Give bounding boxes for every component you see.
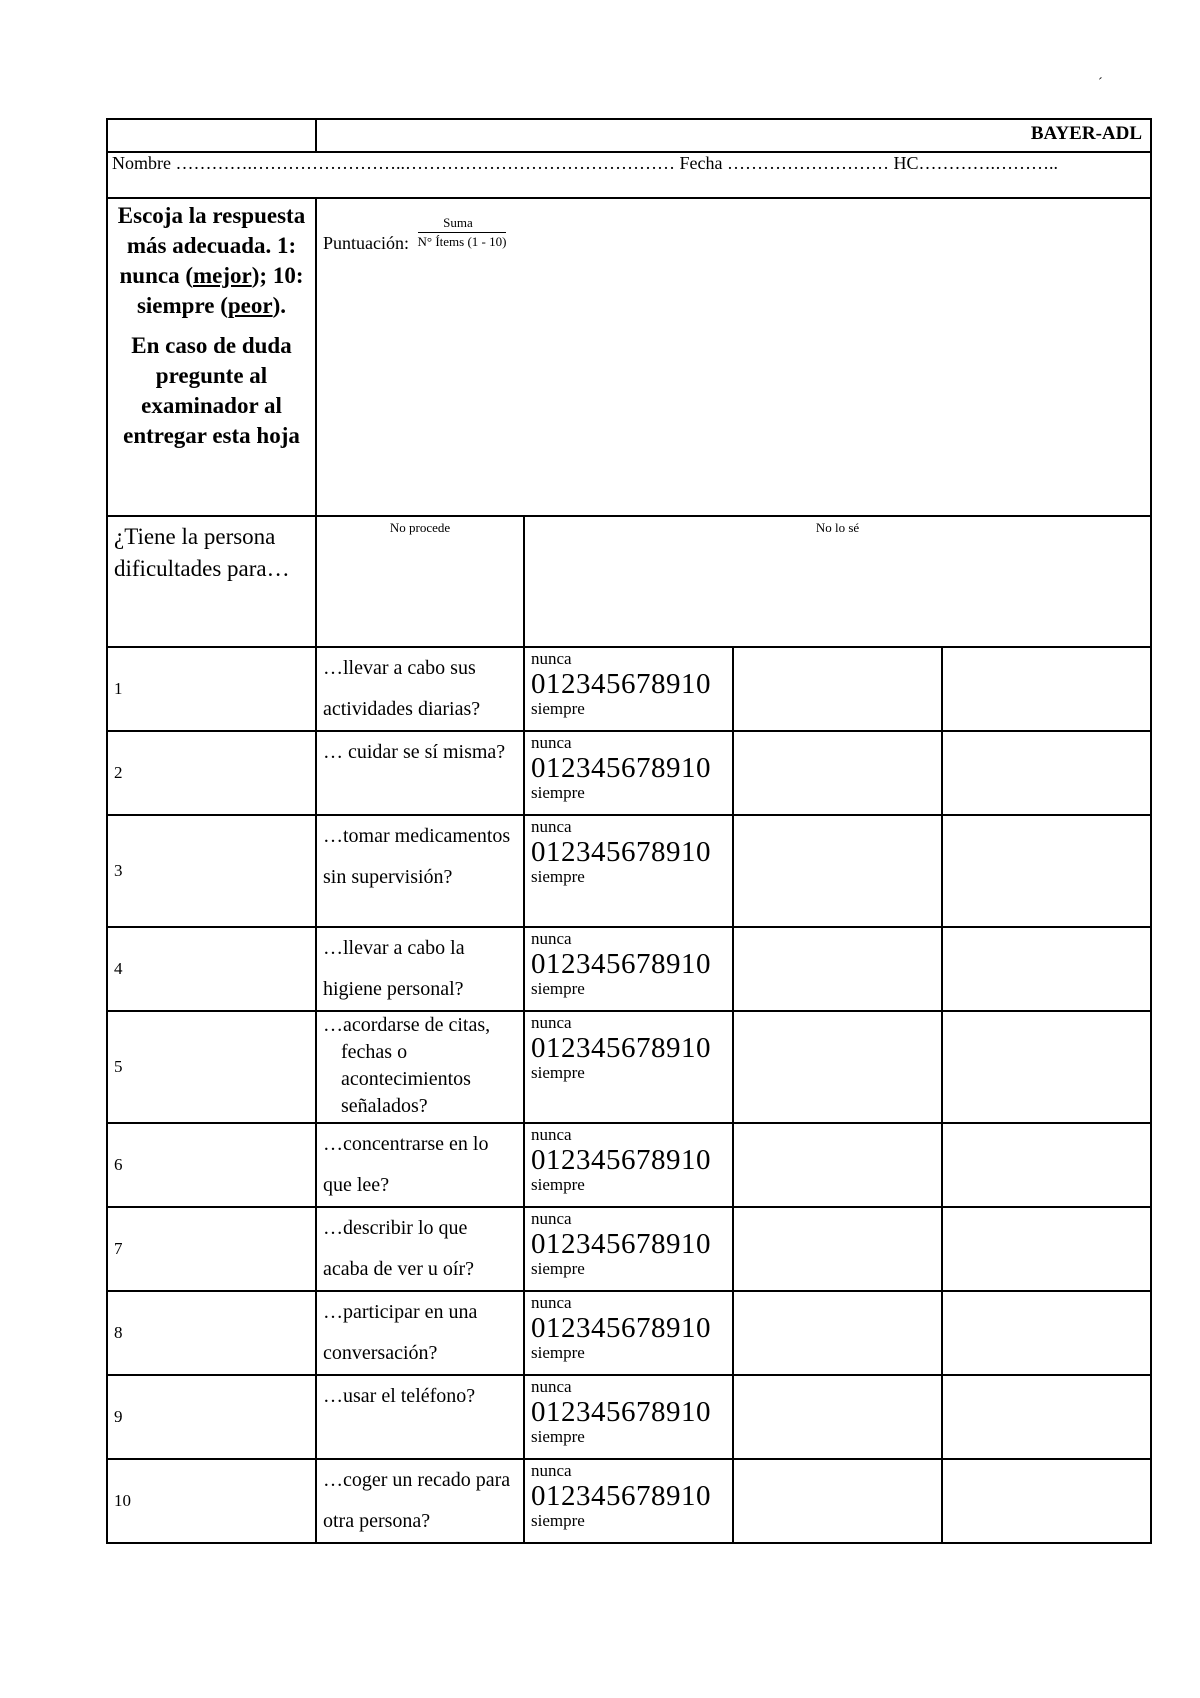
- scale-high-label: siempre: [531, 1511, 585, 1530]
- item-question: …llevar a cabo la higiene personal?: [316, 927, 524, 1011]
- scale-digits[interactable]: 012345678910: [531, 1228, 711, 1260]
- no-procede-header: No procede: [316, 516, 524, 647]
- item-question: … cuidar se sí misma?: [316, 731, 524, 815]
- no-lo-se-box[interactable]: [942, 1459, 1151, 1543]
- instructions-doubt: En caso de duda pregunte al examinador al entregar esta hoja: [123, 333, 300, 448]
- scale-high-label: siempre: [531, 1175, 585, 1194]
- item-number: 5: [107, 1011, 316, 1123]
- item-number: 8: [107, 1291, 316, 1375]
- scale-digits[interactable]: 012345678910: [531, 1144, 711, 1176]
- no-procede-box[interactable]: [733, 927, 942, 1011]
- worse-label: peor: [227, 293, 273, 318]
- rating-scale[interactable]: [524, 1291, 733, 1375]
- item-row-6: [107, 1123, 1151, 1207]
- item-number: 7: [107, 1207, 316, 1291]
- scale-low-label: nunca: [531, 817, 572, 836]
- no-lo-se-box[interactable]: [942, 1291, 1151, 1375]
- patient-fields-row: [107, 152, 1151, 198]
- no-lo-se-box[interactable]: [942, 647, 1151, 731]
- no-procede-box[interactable]: [733, 647, 942, 731]
- scale-high-label: siempre: [531, 979, 585, 998]
- scale-digits[interactable]: 012345678910: [531, 752, 711, 784]
- no-procede-box[interactable]: [733, 1207, 942, 1291]
- scale-digits[interactable]: 012345678910: [531, 1480, 711, 1512]
- instructions-row: [107, 198, 1151, 516]
- no-lo-se-box[interactable]: [942, 1011, 1151, 1123]
- item-number: 1: [107, 647, 316, 731]
- no-procede-box[interactable]: [733, 815, 942, 927]
- scale-high-label: siempre: [531, 783, 585, 802]
- no-procede-box[interactable]: [733, 1011, 942, 1123]
- better-label: mejor: [193, 263, 252, 288]
- no-lo-se-box[interactable]: [942, 1123, 1151, 1207]
- patient-fields[interactable]: Nombre ………….……………………..……………………………………… Fecha ……………………… HC………….………..: [107, 152, 1151, 198]
- item-row-9: [107, 1375, 1151, 1459]
- no-procede-box[interactable]: [733, 1291, 942, 1375]
- item-row-2: [107, 731, 1151, 815]
- score-label: Puntuación:: [323, 233, 409, 253]
- item-question: …coger un recado para otra persona?: [316, 1459, 524, 1543]
- scale-digits[interactable]: 012345678910: [531, 1312, 711, 1344]
- item-question: …usar el teléfono?: [316, 1375, 524, 1459]
- scale-low-label: nunca: [531, 1293, 572, 1312]
- score-numerator: Suma: [418, 215, 507, 233]
- scale-digits[interactable]: 012345678910: [531, 948, 711, 980]
- scale-high-label: siempre: [531, 867, 585, 886]
- scale-low-label: nunca: [531, 1125, 572, 1144]
- item-number: 2: [107, 731, 316, 815]
- scale-high-label: siempre: [531, 699, 585, 718]
- rating-scale[interactable]: [524, 815, 733, 927]
- no-lo-se-box[interactable]: [942, 1207, 1151, 1291]
- scale-low-label: nunca: [531, 1377, 572, 1396]
- score-cell: [316, 198, 1151, 516]
- no-lo-se-box[interactable]: [942, 1375, 1151, 1459]
- scale-digits[interactable]: 012345678910: [531, 1396, 711, 1428]
- scale-high-label: siempre: [531, 1259, 585, 1278]
- rating-scale[interactable]: [524, 1123, 733, 1207]
- question-header: ¿Tiene la persona dificultades para…: [107, 516, 316, 647]
- item-question: …tomar medicamentos sin supervisión?: [316, 815, 524, 927]
- item-row-10: [107, 1459, 1151, 1543]
- item-number: 6: [107, 1123, 316, 1207]
- scale-low-label: nunca: [531, 1209, 572, 1228]
- page-mark: ´: [1098, 76, 1103, 91]
- form-title: BAYER-ADL: [316, 119, 1151, 152]
- item-row-5: [107, 1011, 1151, 1123]
- items-body: [107, 647, 1151, 1543]
- item-question: …acordarse de citas, fechas o acontecimientos señalados?: [316, 1011, 524, 1123]
- item-question: …concentrarse en lo que lee?: [316, 1123, 524, 1207]
- scale-low-label: nunca: [531, 929, 572, 948]
- item-row-3: [107, 815, 1151, 927]
- no-lo-se-box[interactable]: [942, 927, 1151, 1011]
- rating-scale[interactable]: [524, 1011, 733, 1123]
- scale-high-label: siempre: [531, 1427, 585, 1446]
- scale-low-label: nunca: [531, 649, 572, 668]
- rating-scale[interactable]: [524, 1207, 733, 1291]
- instructions-scale: Escoja la respuesta más adecuada. 1: nunca (mejor); 10: siempre (peor).: [117, 203, 306, 318]
- no-procede-box[interactable]: [733, 1375, 942, 1459]
- rating-scale[interactable]: [524, 1459, 733, 1543]
- item-question: …llevar a cabo sus actividades diarias?: [316, 647, 524, 731]
- question-header-row: [107, 516, 1151, 647]
- scale-low-label: nunca: [531, 1461, 572, 1480]
- title-left-cell: [107, 119, 316, 152]
- title-row: [107, 119, 1151, 152]
- no-procede-box[interactable]: [733, 1459, 942, 1543]
- no-lo-se-box[interactable]: [942, 815, 1151, 927]
- rating-scale[interactable]: [524, 1375, 733, 1459]
- item-question: …participar en una conversación?: [316, 1291, 524, 1375]
- scale-low-label: nunca: [531, 1013, 572, 1032]
- item-row-8: [107, 1291, 1151, 1375]
- bayer-adl-form: [106, 118, 1152, 1544]
- item-number: 10: [107, 1459, 316, 1543]
- score-denominator: N° Ítems (1 - 10): [417, 234, 507, 249]
- scale-high-label: siempre: [531, 1343, 585, 1362]
- no-procede-box[interactable]: [733, 731, 942, 815]
- no-procede-box[interactable]: [733, 1123, 942, 1207]
- rating-scale[interactable]: [524, 927, 733, 1011]
- scale-low-label: nunca: [531, 733, 572, 752]
- scale-high-label: siempre: [531, 1063, 585, 1082]
- item-row-7: [107, 1207, 1151, 1291]
- no-lo-se-header: No lo sé: [524, 516, 1151, 647]
- instructions: [107, 198, 316, 516]
- item-row-4: [107, 927, 1151, 1011]
- scale-digits[interactable]: 012345678910: [531, 836, 711, 868]
- item-row-1: [107, 647, 1151, 731]
- rating-scale[interactable]: [524, 647, 733, 731]
- item-number: 3: [107, 815, 316, 927]
- item-number: 9: [107, 1375, 316, 1459]
- no-lo-se-box[interactable]: [942, 731, 1151, 815]
- scale-digits[interactable]: 012345678910: [531, 668, 711, 700]
- item-question: …describir lo que acaba de ver u oír?: [316, 1207, 524, 1291]
- item-number: 4: [107, 927, 316, 1011]
- rating-scale[interactable]: [524, 731, 733, 815]
- score-formula: [418, 215, 507, 250]
- scale-digits[interactable]: 012345678910: [531, 1032, 711, 1064]
